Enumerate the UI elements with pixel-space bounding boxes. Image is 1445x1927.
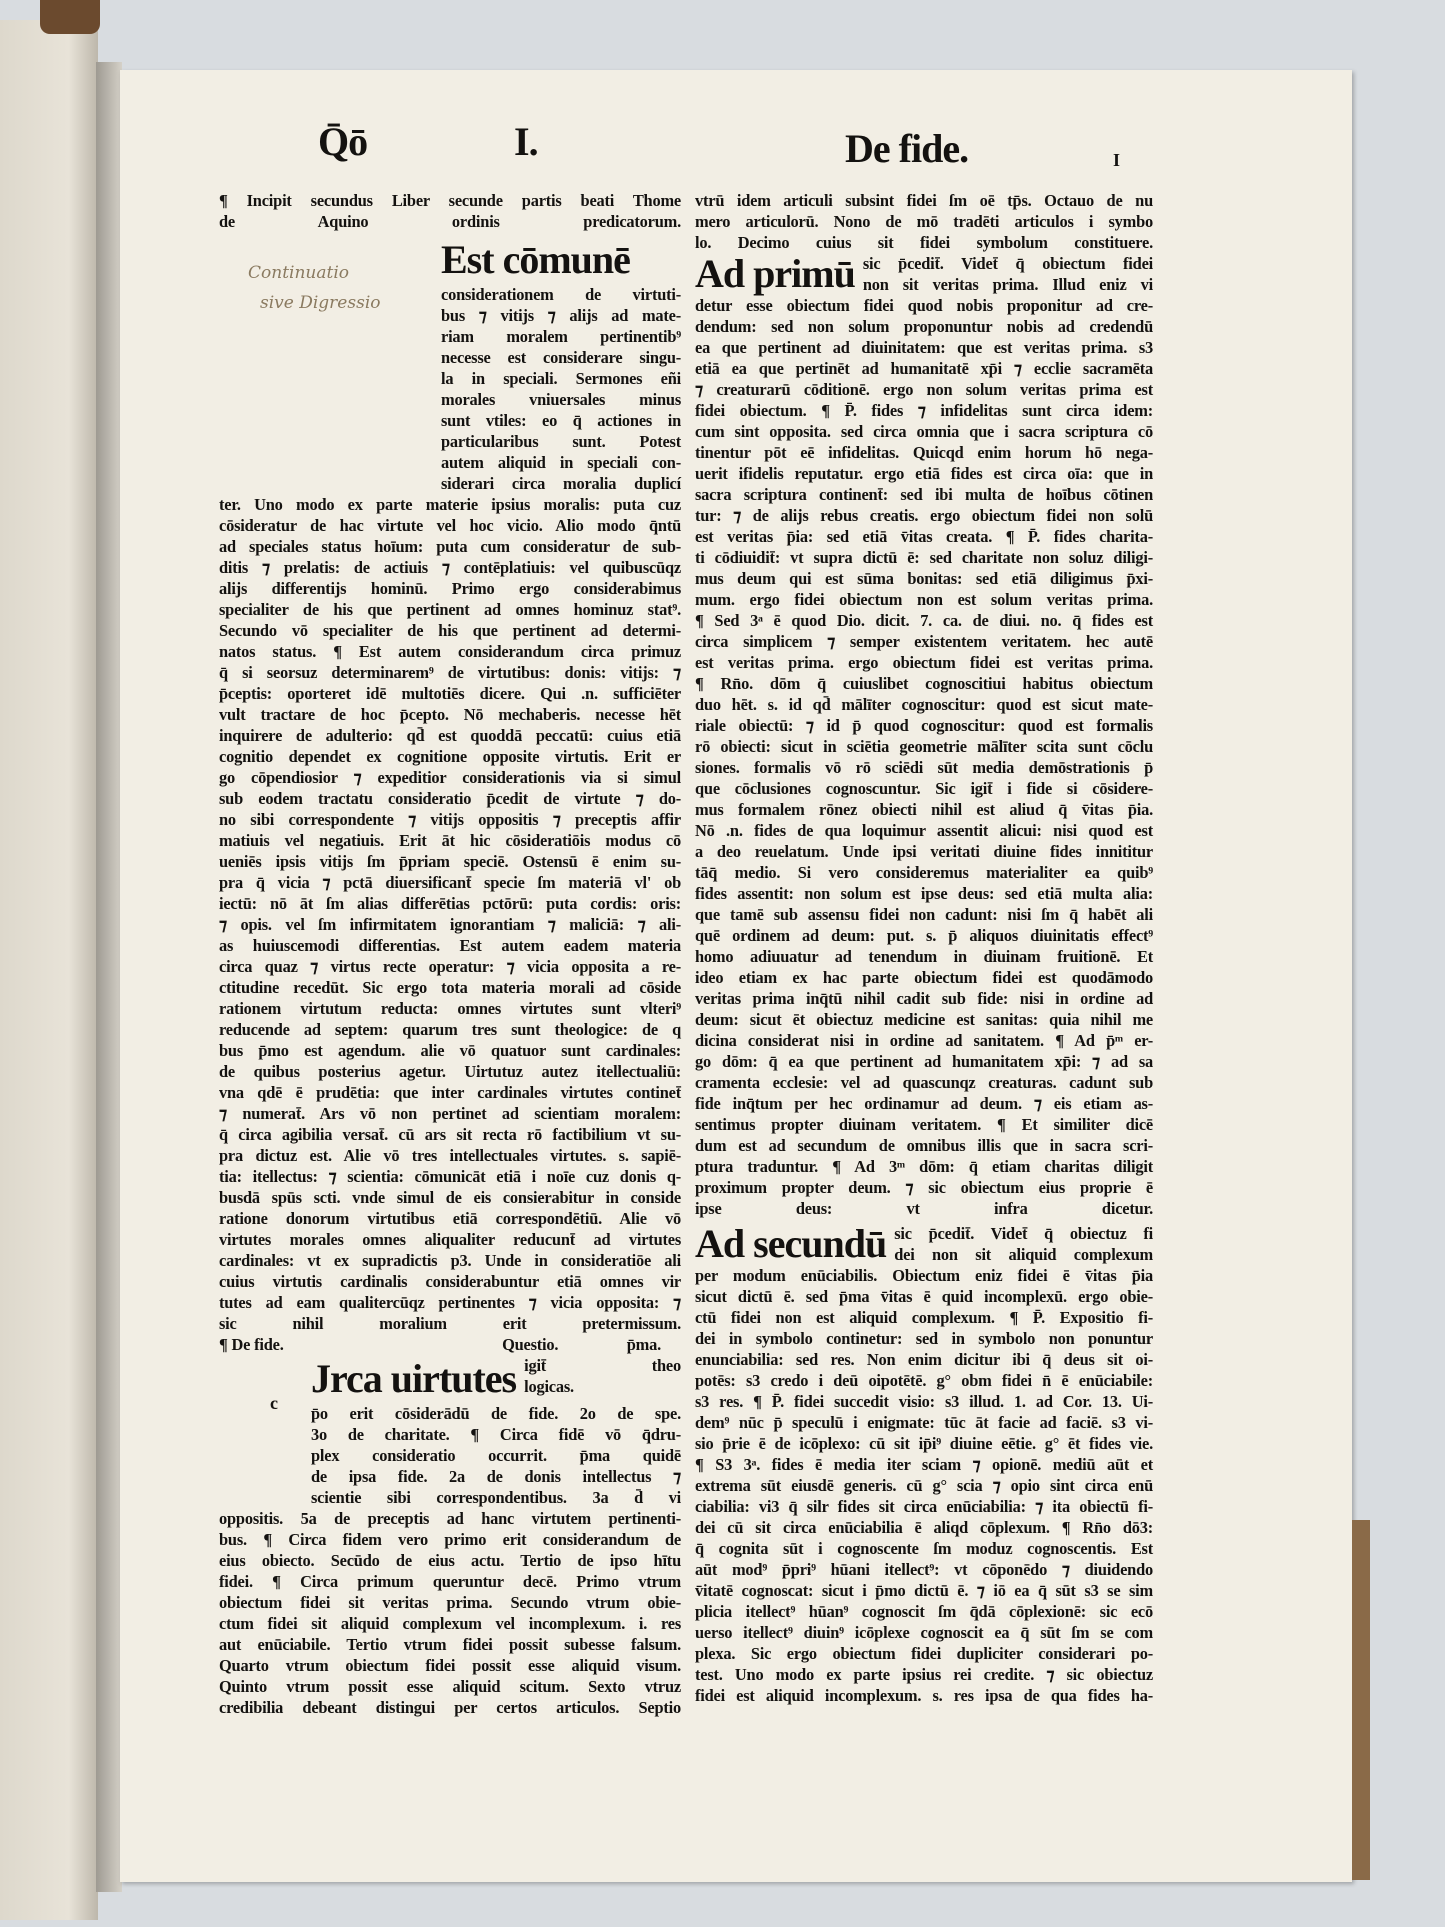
- text-line: que cōclusiones cognoscuntur. Sic igit̄ i fide si cōsidere-: [695, 779, 1153, 798]
- body-text: [695, 1265, 1153, 1706]
- text-line: busdā spūs scti. vnde simul de eis consierabitur in conside: [219, 1188, 681, 1207]
- text-line: ratione donorum virtutibus etiā correspondētiū. Alie vō: [219, 1209, 681, 1228]
- section-heading: Jrca uirtutes: [311, 1356, 517, 1401]
- running-head-title: De fide.: [845, 126, 969, 171]
- text-line: vtrū idem articuli subsint fidei ſm oē tp̄s. Octauo de nu: [695, 191, 1153, 210]
- text-line: logicas.: [524, 1377, 574, 1396]
- running-head-quaestio: Q̄ō: [318, 119, 368, 164]
- text-line: bus ⁊ vitijs ⁊ alijs ad mate-: [441, 306, 681, 325]
- text-line: dendum: sed non solum proponuntur nobis ad credendū: [695, 317, 1153, 336]
- indented-block: [311, 1403, 681, 1508]
- text-line: siones. formalis vō rō sciēdi sūt media demōstrationis p̄: [695, 758, 1153, 777]
- text-line: cum sint opposita. sed circa omnia que i sacra scriptura cō: [695, 422, 1153, 441]
- text-line: tia: itellectus: ⁊ scientia: cōmunicāt etiā i noīe cuz donis q-: [219, 1167, 681, 1186]
- text-line: cramenta ecclesie: vel ad quascunqz creaturas. cadunt sub: [695, 1073, 1153, 1092]
- text-line: fides assentit: non solum est ipse deus: sed etiā multa alia:: [695, 884, 1153, 903]
- text-line: dum est ad secundum de omnibus illis que in sacra scri-: [695, 1136, 1153, 1155]
- text-line: ⁊ numerat̄. Ars vō non pertinet ad scientiam moralem:: [219, 1104, 681, 1123]
- text-line: dicina considerat nisi in ordine ad sanitatem. ¶ Ad p̄ᵐ er-: [695, 1031, 1153, 1050]
- text-line: specialiter de his que pertinent ad omnes hominuz stat⁹.: [219, 600, 681, 619]
- text-line: morales vniuersales minus: [441, 390, 681, 409]
- text-line: ¶ S3 3ᵃ. fides ē media iter sciam ⁊ opionē. mediū aūt et: [695, 1455, 1153, 1474]
- text-line: sentimus propter diuinam veritatem. ¶ Et similiter dicē: [695, 1115, 1153, 1134]
- text-line: mus formalem rōnez obiecti nihil est aliud q̄ v̄itas p̄ia.: [695, 800, 1153, 819]
- text-line: aūt mod⁹ p̄pri⁹ hūani itellect⁹: vt cōponēdo ⁊ diuidendo: [695, 1560, 1153, 1579]
- text-line: riam moralem pertinentib⁹: [441, 327, 681, 346]
- text-line: etiā ea que pertinēt ad humanitatē xp̄i ⁊ ecclie sacramēta: [695, 359, 1153, 378]
- text-line: autem aliquid in speciali con-: [441, 453, 681, 472]
- text-line: bus. ¶ Circa fidem vero primo erit considerandum de: [219, 1530, 681, 1549]
- text-line: ⁊ opis. vel ſm infirmitatem ignorantiam ⁊ maliciā: ⁊ ali-: [219, 915, 681, 934]
- questio-opening: [311, 1355, 681, 1403]
- text-line: dei cū sit circa enūciabilia ē aliqd cōplexum. ¶ Rn̄o dō3:: [695, 1518, 1153, 1537]
- text-line: que tamē sub assensu fidei non cadunt: nisi ſm q̄ habēt ali: [695, 905, 1153, 924]
- text-line: ea que pertinent ad diuinitatem: que est veritas prima. s3: [695, 338, 1153, 357]
- text-line: vna qdē ē prudētia: que inter cardinales virtutes continet̄: [219, 1083, 681, 1102]
- article-opening: [695, 253, 1153, 295]
- text-line: sio p̄rie ē de icōplexo: cū sit ip̄i⁹ diuine eētie. g° ēt fides vie.: [695, 1434, 1153, 1453]
- text-line: homo adiuuatur ad tenendum in diuinam fruitionē. Et: [695, 947, 1153, 966]
- questio-title: ¶ De fide.: [219, 1335, 284, 1354]
- text-line: credibilia debeant distingui per certos articulos. Septio: [219, 1698, 681, 1717]
- text-line: ciabilia: vi3 q̄ silr fides sit circa enūciabilia: ⁊ ita obiectū fi-: [695, 1497, 1153, 1516]
- text-line: sicut dictū ē. sed p̄ma v̄itas ē quid incomplexū. ergo obie-: [695, 1287, 1153, 1306]
- text-line: particularibus sunt. Potest: [441, 432, 681, 451]
- questio-heading: [219, 1334, 681, 1355]
- text-line: cognitio dependet ex cognitione opposite virtutis. Erit er: [219, 747, 681, 766]
- text-line: alijs differentijs hominū. Primo ergo considerabimus: [219, 579, 681, 598]
- text-line: ter. Uno modo ex parte materie ipsius moralis: puta cuz: [219, 495, 681, 514]
- text-line: plicia itellect⁹ hūan⁹ cognoscit ſm q̄dā cōplexionē: sic ecō: [695, 1602, 1153, 1621]
- text-line: ideo etiam ex hac parte obiectum fidei est quodāmodo: [695, 968, 1153, 987]
- text-line: oppositis. 5a de preceptis ad hanc virtutem pertinenti-: [219, 1509, 681, 1528]
- text-line: Quinto vtrum possit esse aliquid scitum. Sexto vtruz: [219, 1677, 681, 1696]
- text-line: uerit ifidelis reputatur. ergo etiā fides est circa oīa: que in: [695, 464, 1153, 483]
- text-line: circa simplicem ⁊ semper existentem veritatem. hec autē: [695, 632, 1153, 651]
- text-line: pra q̄ vicia ⁊ pctā diuersificant̄ specie ſm materiā vl' ob: [219, 873, 681, 892]
- text-line: deum: sicut ēt obiectuz medicine est sanitas: quia nihil me: [695, 1010, 1153, 1029]
- text-line: est veritas p̄ia: sed etiā v̄itas creata. ¶ P̄. fides charita-: [695, 527, 1153, 546]
- text-line: mus deum qui est sūma bonitas: sed etiā diligimus p̄xi-: [695, 569, 1153, 588]
- text-line: siderari circa moralia duplicí: [441, 474, 681, 493]
- questio-label: Questio.: [502, 1335, 559, 1354]
- text-line: cōsideratur de hac virtute vel hoc vicio. Alio modo q̄ntū: [219, 516, 681, 535]
- text-line: de Aquino ordinis predicatorum.: [219, 212, 681, 231]
- folio-number: I: [1113, 150, 1121, 170]
- text-line: veritas prima inq̄tū nihil cadit sub fide: nisi in ordine ad: [695, 989, 1153, 1008]
- text-line: reducende ad septem: quarum tres sunt theologice: de q: [219, 1020, 681, 1039]
- text-line: per modum enūciabilis. Obiectum eniz fidei ē v̄itas p̄ia: [695, 1266, 1153, 1285]
- text-line: plex consideratio occurrit. p̄ma quidē: [311, 1446, 681, 1465]
- book-binding-edge: [40, 0, 100, 34]
- text-line: Quarto vtrum obiectum fidei possit esse aliquid visum.: [219, 1656, 681, 1675]
- text-line: fidei obiectum. ¶ P̄. fides ⁊ infidelitas sunt circa idem:: [695, 401, 1153, 420]
- text-line: riale obiectū: ⁊ id p̄ quod cognoscitur: quod est formalis: [695, 716, 1153, 735]
- body-text: [695, 190, 1153, 253]
- text-line: a deo reuelatum. Unde ipsi veritati diuine fides innititur: [695, 842, 1153, 861]
- text-line: ⁊ creaturarū cōditionē. ergo non solum veritas prima est: [695, 380, 1153, 399]
- text-line: pra dictuz est. Alie vō tres intellectuales virtutes. s. sapiē-: [219, 1146, 681, 1165]
- text-line: dei in symbolo continetur: sed in symbolo non ponuntur: [695, 1329, 1153, 1348]
- previous-page-edge: [0, 20, 98, 1920]
- note-line: sive Digressio: [260, 293, 381, 313]
- text-line: v̄itatē cognoscat: sicut i p̄mo dictū ē. ⁊ iō ea q̄ sūt s3 se sim: [695, 1581, 1153, 1600]
- article-heading: Ad secundū: [695, 1221, 887, 1266]
- text-line: ti cōdiuidit̄: vt supra dictū ē: sed charitate non soluz diligi-: [695, 548, 1153, 567]
- text-line: aut enūciabile. Tertio vtrum fidei possit subesse falsum.: [219, 1635, 681, 1654]
- text-line: no sibi correspondente ⁊ vitijs oppositis ⁊ preceptis affir: [219, 810, 681, 829]
- text-line: dem⁹ nūc p̄ speculū i enigmate: tūc āt facie ad faciē. s3 vi-: [695, 1413, 1153, 1432]
- text-line: iectū: nō āt ſm alias differētias pctōrū: puta cordis: oris:: [219, 894, 681, 913]
- text-line: fide inq̄tum per hec ordinamur ad deum. ⁊ eis etiam as-: [695, 1094, 1153, 1113]
- text-line: eius obiecto. Secūdo de eius actu. Tertio de ipso hītu: [219, 1551, 681, 1570]
- text-line: tāq̄ medio. Si vero consideremus materialiter ea quib⁹: [695, 863, 1153, 882]
- text-line: sic nihil moralium erit pretermissum.: [219, 1314, 681, 1333]
- text-line: duo hēt. s. id qd̄ mālīter cognoscitur: quod est sicut mate-: [695, 695, 1153, 714]
- book-cover-edge: [1352, 1520, 1370, 1880]
- right-column: [695, 190, 1153, 1706]
- note-line: Continuatio: [248, 263, 349, 283]
- article-opening: [695, 1223, 1153, 1265]
- text-line: sunt vtiles: eo q̄ actiones in: [441, 411, 681, 430]
- text-line: vult tractare de hoc p̄cepto. Nō mechaberis. necesse hēt: [219, 705, 681, 724]
- text-line: tur: ⁊ de alijs rebus creatis. ergo obiectum fidei non solū: [695, 506, 1153, 525]
- text-line: sic p̄cedit̄. Videt̄ q̄ obiectum fidei: [862, 254, 1153, 273]
- text-line: de quibus posterius agetur. Uirtutuz autez itellectualiū:: [219, 1062, 681, 1081]
- text-line: Nō .n. fides de qua loquimur assentit alicui: nisi quod est: [695, 821, 1153, 840]
- text-line: rationem virtutum reducta: omnes virtutes sunt vlteri⁹: [219, 999, 681, 1018]
- text-line: go cōpendiosior ⁊ expeditior considerationis via si simul: [219, 768, 681, 787]
- text-line: ditis ⁊ prelatis: de actiuis ⁊ contēplatiuis: vel quibuscūqz: [219, 558, 681, 577]
- guide-letter: c: [270, 1393, 278, 1413]
- text-line: bus p̄mo est agendum. alie vō quatuor sunt cardinales:: [219, 1041, 681, 1060]
- text-line: quē ordinem ad deum: put. s. p̄ aliquos diuinitatis effect⁹: [695, 926, 1153, 945]
- text-line: ueniēs ipsis vitijs ſm p̄priam speciē. Ostensū ē enim su-: [219, 852, 681, 871]
- text-line: rō obiecti: sicut in sciētia geometrie mālīter scita sunt cōclu: [695, 737, 1153, 756]
- text-line: p̄o erit cōsiderādū de fide. 2o de spe.: [311, 1404, 681, 1423]
- text-line: as huiuscemodi differentias. Est autem eadem materia: [219, 936, 681, 955]
- text-line: inquirere de adulterio: qd̄ est quoddā peccatū: cuius etiā: [219, 726, 681, 745]
- questio-number: p̄ma.: [626, 1335, 661, 1354]
- text-line: s3 res. ¶ P̄. fidei succedit visio: s3 illud. 1. ad Cor. 13. Ui-: [695, 1392, 1153, 1411]
- text-line: detur esse obiectum fidei quod nobis proponitur ad cre-: [695, 296, 1153, 315]
- heading-side-text: [863, 253, 1153, 295]
- text-line: natos status. ¶ Est autem considerandum circa primuz: [219, 642, 681, 661]
- text-line: dei non sit aliquid complexum: [894, 1245, 1153, 1264]
- text-line: circa quaz ⁊ virtus recte operatur: ⁊ vicia opposita a re-: [219, 957, 681, 976]
- left-column: [219, 190, 681, 1718]
- text-line: ctum fidei sit aliquid complexum vel incomplexum. i. res: [219, 1614, 681, 1633]
- text-line: q̄ circa agibilia versat̄. cū ars sit recta rō factibilium vt su-: [219, 1125, 681, 1144]
- text-line: Secundo vō specialiter de his que pertinent ad determi-: [219, 621, 681, 640]
- text-line: proximum propter deum. ⁊ sic obiectum eius proprie ē: [695, 1178, 1153, 1197]
- text-line: ad speciales status hoīum: puta cum consideratur de sub-: [219, 537, 681, 556]
- text-line: tutes ad eam qualitercūqz pertinentes ⁊ vicia opposita: ⁊: [219, 1293, 681, 1312]
- article-heading: Ad primū: [695, 251, 855, 296]
- text-line: ctitudine recedūt. Sic ergo tota materia morali ad cōside: [219, 978, 681, 997]
- text-line: matiuis vel negatiuis. Erit āt hic cōsideratiōis modus cō: [219, 831, 681, 850]
- text-line: go dōm: q̄ ea que pertinent ad humanitatem xp̄i: ⁊ ad sa: [695, 1052, 1153, 1071]
- text-line: ¶ Rn̄o. dōm q̄ cuiuslibet cognoscitiui habitus obiectum: [695, 674, 1153, 693]
- text-line: virtutes morales omnes aliqualiter reducunt̄ ad virtutes: [219, 1230, 681, 1249]
- text-line: considerationem de virtuti-: [441, 285, 681, 304]
- text-line: sub eodem tractatu consideratio p̄cedit de virtute ⁊ do-: [219, 789, 681, 808]
- text-line: ptura traduntur. ¶ Ad 3ᵐ dōm: q̄ etiam charitas diligit: [695, 1157, 1153, 1176]
- text-line: lo. Decimo cuius sit fidei symbolum constituere.: [695, 233, 1153, 252]
- text-line: ipse deus: vt infra dicetur.: [695, 1199, 1153, 1218]
- text-line: ¶ Sed 3ᵃ ē quod Dio. dicit. 7. ca. de diui. no. q̄ fides est: [695, 611, 1153, 630]
- text-line: cuius virtutis cardinalis considerabuntur etiā omnes vir: [219, 1272, 681, 1291]
- text-line: necesse est considerare singu-: [441, 348, 681, 367]
- text-line: mum. ergo fidei obiectum non est solum veritas prima.: [695, 590, 1153, 609]
- text-line: obiectum fidei sit veritas prima. Secundo vtrum obie-: [219, 1593, 681, 1612]
- running-head-number: I.: [514, 119, 538, 164]
- text-line: la in speciali. Sermones eñi: [441, 369, 681, 388]
- text-line: scientie sibi correspondentibus. 3a d̄ vi: [311, 1488, 681, 1507]
- text-line: q̄ cognita sūt i cognoscente ſm moduz cognoscentis. Est: [695, 1539, 1153, 1558]
- heading-side-text: [524, 1355, 681, 1397]
- text-line: non sit veritas prima. Illud eniz vi: [862, 275, 1153, 294]
- text-line: extrema sūt eiusdē generis. cū g° scia ⁊ opio sint circa enū: [695, 1476, 1153, 1495]
- text-line: p̄ceptis: oporteret idē multotiēs dicere. Qui .n. sufficiēter: [219, 684, 681, 703]
- text-line: ¶ Incipit secundus Liber secunde partis beati Thome: [219, 191, 681, 210]
- indented-block: [441, 284, 681, 494]
- body-text: [219, 1508, 681, 1718]
- section-heading: Est cōmunē: [441, 237, 630, 282]
- text-line: fidei est aliquid incomplexum. s. res ipsa de qua fides ha-: [695, 1686, 1153, 1705]
- text-line: ctū fidei non est aliquid complexum. ¶ P̄. Expositio fi-: [695, 1308, 1153, 1327]
- text-line: plexa. Sic ergo obiectum fidei dupliciter considerari po-: [695, 1644, 1153, 1663]
- text-line: cardinales: vt ex supradictis p3. Unde in consideratiōe ali: [219, 1251, 681, 1270]
- text-line: q̄ si seorsuz determinarem⁹ de virtutibus: donis: vitijs: ⁊: [219, 663, 681, 682]
- text-line: sic p̄cedit̄. Videt̄ q̄ obiectuz fi: [894, 1224, 1153, 1243]
- text-line: fidei. ¶ Circa primum queruntur decē. Primo vtrum: [219, 1572, 681, 1591]
- intro: [219, 190, 681, 232]
- text-line: mero articulorū. Nono de mō tradēti articulos i symbo: [695, 212, 1153, 231]
- text-line: enunciabilia: sed res. Non enim dicitur ibi q̄ deus sit oi-: [695, 1350, 1153, 1369]
- page-gutter: [96, 62, 122, 1892]
- text-line: potēs: s3 credo i deū oipotētē. g° obm fidei n̄ ē enūciabile:: [695, 1371, 1153, 1390]
- text-line: igit̄ theo: [524, 1356, 681, 1375]
- body-text: [695, 295, 1153, 1219]
- body-text: [219, 494, 681, 1334]
- text-line: 3o de charitate. ¶ Circa fidē vō q̄dru-: [311, 1425, 681, 1444]
- text-line: sacra scriptura continent̄: sed ibi multa de hoībus cōtinen: [695, 485, 1153, 504]
- text-line: test. Uno modo ex parte ipsius rei credite. ⁊ sic obiectuz: [695, 1665, 1153, 1684]
- text-line: tinentur pōt eē infidelitas. Quicqd enim horum hō nega-: [695, 443, 1153, 462]
- text-line: de ipsa fide. 2a de donis intellectus ⁊: [311, 1467, 681, 1486]
- text-line: est veritas prima. ergo obiectum fidei est veritas prima.: [695, 653, 1153, 672]
- heading-side-text: [894, 1223, 1153, 1265]
- text-line: uerso itellect⁹ diuin⁹ icōplexe cognoscit ea q̄ sūt ſm se com: [695, 1623, 1153, 1642]
